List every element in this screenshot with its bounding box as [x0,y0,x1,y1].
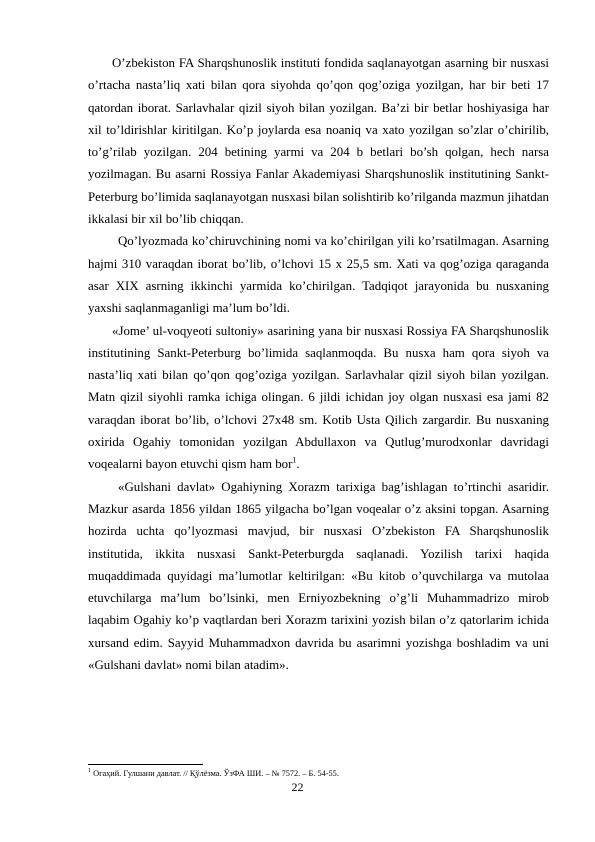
footnote-text: Огаҳий. Гулшани давлат. // Қўлёзма. ЎзФА ШИ. – № 7572. – Б. 54-55. [93,769,339,778]
footnote-reference[interactable]: 1 [292,456,297,466]
paragraph-2: Qo’lyozmada ko’chiruvchining nomi va ko’chirilgan yili ko’rsatilmagan. Asarning hajmi 310 varaqdan iborat bo’lib, o’lchovi 15 x 25,5 sm. Xati va qog’oziga qaraganda asar XIX asrning ikkinchi yarmida ko’chirilgan. Tadqiqot jarayonida bu nusxaning yaxshi saqlanmaganligi ma’lum bo’ldi. [88,234,549,316]
footnote-divider [88,764,203,765]
paragraph-4: «Gulshani davlat» Ogahiyning Xorazm tarixiga bag’ishlagan to’rtinchi asaridir. Mazkur asarda 1856 yildan 1865 yilgacha bo’lgan voqealar o’z aksini topgan. Asarning hozirda uchta qo’lyozmasi mavjud, bir nusxasi O’zbekiston FA Sharqshunoslik institutida, ikkita nusxasi Sankt-Peterburgda saqlanadi. Yozilish tarixi haqida muqaddimada quyidagi ma’lumotlar keltirilgan: «Bu kitob o’quvchilarga va mutolaa etuvchilarga ma’lum bo’lsinki, men Erniyozbekning o’g’li Muhammadrizo mirob laqabim Ogahiy ko’p vaqtlardan beri Xorazm tarixini yozish bilan o’z qatorlarim ichida xursand edim. Sayyid Muhammadxon davrida bu asarimni yozishga boshladim va uni «Gulshani davlat» nomi bilan atadim». [88,479,549,673]
paragraph-3-tail: . [296,457,300,472]
paragraph-3 [88,320,549,476]
page-number: 22 [291,780,304,794]
paragraph-1: O’zbekiston FA Sharqshunoslik instituti fondida saqlanayotgan asarning bir nusxasi o’rtacha nasta’liq xati bilan qora siyohda qo’qon qog’oziga yozilgan, har bir beti 17 qatordan iborat. Sarlavhalar qizil siyoh bilan yozilgan. Ba’zi bir betlar hoshiyasiga har xil to’ldirishlar kiritilgan. Ko’p joylarda esa noaniq va xato yozilgan so’zlar o’chirilib, to’g’rilab yozilgan. 204 betining yarmi va 204 b betlari bo’sh qolgan, hech narsa yozilmagan. Bu asarni Rossiya Fanlar Akademiyasi Sharqshunoslik institutining Sankt-Peterburg bo’limida saqlanayotgan nusxasi bilan solishtirib ko’rilganda mazmun jihatdan ikkalasi bir xil bo’lib chiqqan. [88,56,549,227]
paragraph-3-text: «Jome’ ul-voqyeoti sultoniy» asarining yana bir nusxasi Rossiya FA Sharqshunoslik institutining Sankt-Peterburg bo’limida saqlanmoqda. Bu nusxa ham qora siyoh va nasta’liq xati bilan qo’qon qog’oziga yozilgan. Sarlavhalar qizil siyoh bilan yozilgan. Matn qizil siyohli ramka ichiga olingan. 6 jildi ichidan joy olgan nusxasi esa jami 82 varaqdan iborat bo’lib, o’lchovi 27x48 sm. Kotib Usta Qilich zargardir. Bu nusxaning oxirida Ogahiy tomonidan yozilgan Abdullaxon va Qutlug’murodxonlar davridagi voqealarni bayon etuvchi qism ham bor [88,323,549,472]
document-body [88,52,549,676]
footnote [88,768,339,779]
footnote-marker: 1 [88,768,91,775]
